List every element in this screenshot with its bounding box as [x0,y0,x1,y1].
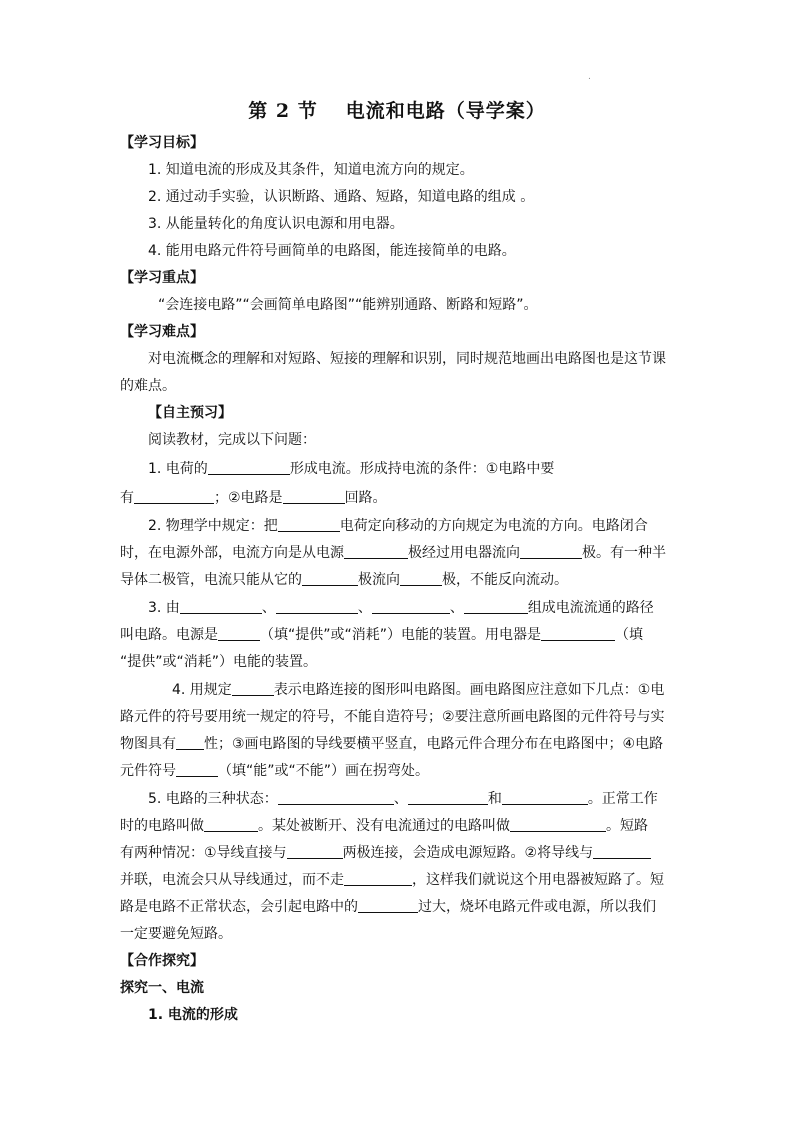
question-2-line: 导体二极管，电流只能从它的 极流向 极，不能反向流动。 [120,572,568,588]
corner-mark: . [588,72,591,82]
key-points-text: “会连接电路”“会画简单电路图”“能辨别通路、断路和短路”。 [158,297,538,313]
blank-field[interactable] [218,626,260,641]
blank-field[interactable] [358,898,418,913]
goals-header: 【学习目标】 [120,135,204,151]
difficulties-line: 对电流概念的理解和对短路、短接的理解和识别，同时规范地画出电路图也是这节课 [148,351,666,367]
blank-field[interactable] [344,544,408,559]
blank-field[interactable] [208,460,290,475]
blank-field[interactable] [232,681,274,696]
goal-item: 4. 能用电路元件符号画简单的电路图，能连接简单的电路。 [148,243,516,259]
question-4-line: 路元件的符号要用统一规定的符号，不能自造符号；②要注意所画电路图的元件符号与实 [120,709,665,725]
key-points-header: 【学习重点】 [120,270,204,286]
question-5-line: 并联，电流会只从导线通过，而不走 ，这样我们就说这个用电器被短路了。短 [120,872,664,888]
blank-field[interactable] [278,517,340,532]
explore-subheading: 1. 电流的形成 [148,1007,238,1023]
difficulties-line: 的难点。 [120,378,176,394]
explore-heading: 探究一、电流 [120,980,204,996]
blank-field[interactable] [510,817,606,832]
difficulties-header: 【学习难点】 [120,324,204,340]
blank-field[interactable] [408,790,488,805]
blank-field[interactable] [372,599,450,614]
blank-field[interactable] [176,735,204,750]
blank-field[interactable] [276,599,358,614]
blank-field[interactable] [520,544,582,559]
blank-field[interactable] [593,844,651,859]
question-5-line: 一定要避免短路。 [120,926,232,942]
goal-item: 3. 从能量转化的角度认识电源和用电器。 [148,216,404,232]
question-4-line: 物图具有 性；③画电路图的导线要横平竖直，电路元件合理分布在电路图中；④电路 [120,736,664,752]
blank-field[interactable] [344,871,412,886]
question-5-line: 5. 电路的三种状态： 、 和 。正常工作 [148,791,658,807]
blank-field[interactable] [176,762,218,777]
section-name: 电流和电路（导学案） [345,100,546,122]
cooperation-header: 【合作探究】 [120,953,204,969]
section-number: 第 2 节 [248,100,318,122]
preview-header: 【自主预习】 [148,405,232,421]
question-2-line: 时，在电源外部，电流方向是从电源 极经过用电器流向 极。有一种半 [120,545,666,561]
blank-field[interactable] [400,571,442,586]
blank-field[interactable] [283,489,345,504]
question-5-line: 时的电路叫做 。某处被断开、没有电流通过的电路叫做 。短路 [120,818,648,834]
blank-field[interactable] [278,790,394,805]
question-3-line: “提供”或“消耗”）电能的装置。 [120,654,318,670]
question-2-line: 2. 物理学中规定：把 电荷定向移动的方向规定为电流的方向。电路闭合 [148,518,648,534]
goal-item: 2. 通过动手实验，认识断路、通路、短路，知道电路的组成 。 [148,189,535,205]
blank-field[interactable] [502,790,588,805]
question-5-line: 路是电路不正常状态，会引起电路中的 过大，烧坏电路元件或电源，所以我们 [120,899,656,915]
question-3-line: 叫电路。电源是 （填“提供”或“消耗”）电能的装置。用电器是 （填 [120,627,644,643]
blank-field[interactable] [302,571,358,586]
blank-field[interactable] [180,599,262,614]
blank-field[interactable] [204,817,258,832]
preview-intro: 阅读教材，完成以下问题： [148,432,316,448]
page-title [0,96,794,123]
blank-field[interactable] [134,489,214,504]
question-4-line: 4. 用规定 表示电路连接的图形叫电路图。画电路图应注意如下几点：①电 [172,682,665,698]
goal-item: 1. 知道电流的形成及其条件，知道电流方向的规定。 [148,162,474,178]
question-1-line: 1. 电荷的 形成电流。形成持电流的条件：①电路中要 [148,461,555,477]
blank-field[interactable] [287,844,343,859]
question-1-line: 有 ；②电路是 回路。 [120,490,387,506]
blank-field[interactable] [541,626,615,641]
blank-field[interactable] [464,599,528,614]
question-5-line: 有两种情况：①导线直接与 两极连接，会造成电源短路。②将导线与 [120,843,651,863]
question-3-line: 3. 由 、 、 、 组成电流流通的路径 [148,600,654,616]
question-4-line: 元件符号 （填“能”或“不能”）画在拐弯处。 [120,763,430,779]
